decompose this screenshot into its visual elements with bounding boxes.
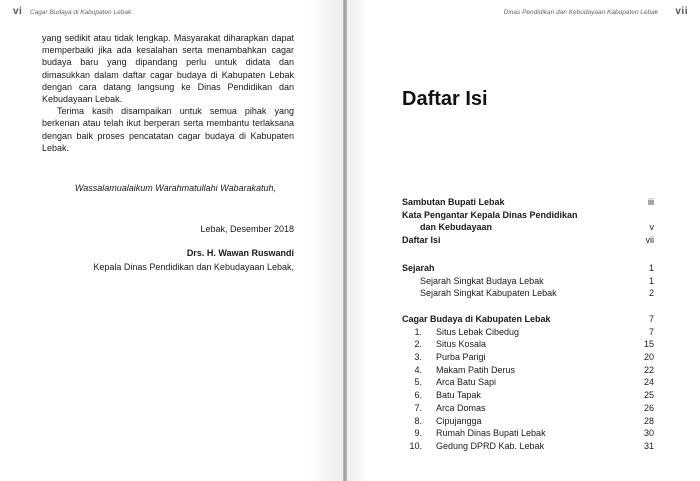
toc-entry-number: 9. <box>414 428 422 439</box>
toc-entry-item-10[interactable] <box>402 440 654 453</box>
toc-entry-page: 7 <box>648 314 654 324</box>
toc-entry-number: 5. <box>414 377 422 388</box>
toc-entry-label: Makam Patih Derus <box>436 364 516 375</box>
toc-section-sejarah <box>402 262 654 300</box>
toc-entry-label: Batu Tapak <box>436 390 481 401</box>
toc-entry-item-8[interactable] <box>402 415 654 428</box>
toc-entry-label: Arca Domas <box>436 402 486 413</box>
foreword-body <box>42 32 294 154</box>
toc-entry-item-4[interactable] <box>402 364 654 377</box>
toc-front-matter <box>402 196 654 247</box>
left-running-title: Cagar Budaya di Kabupaten Lebak <box>30 9 132 16</box>
toc-entry-item-6[interactable] <box>402 389 654 402</box>
place-date: Lebak, Desember 2018 <box>200 224 294 234</box>
toc-entry-page: 2 <box>648 288 654 299</box>
toc-entry-label-cont: dan Kebudayaan <box>420 222 493 233</box>
signer-name: Drs. H. Wawan Ruswandi <box>186 248 294 258</box>
toc-entry-page: 28 <box>643 415 654 426</box>
toc-entry-number: 10. <box>409 440 422 451</box>
toc-title: Daftar Isi <box>402 88 488 110</box>
right-running-title: Dinas Pendidikan dan Kebudayaan Kabupaten Lebak <box>503 9 658 16</box>
toc-entry-page: 15 <box>643 339 654 350</box>
toc-entry-item-7[interactable] <box>402 402 654 415</box>
toc-entry-label: Arca Batu Sapi <box>436 377 497 388</box>
right-page-number: vii <box>675 6 688 17</box>
toc-entry-item-5[interactable] <box>402 376 654 389</box>
toc-entry-number: 3. <box>414 352 422 363</box>
toc-entry-sambutan[interactable] <box>402 196 654 209</box>
toc-entry-label: Situs Lebak Cibedug <box>436 326 520 337</box>
toc-entry-sejarah[interactable] <box>402 262 654 275</box>
toc-entry-page: v <box>649 222 654 233</box>
toc-entry-page: 24 <box>643 377 654 388</box>
toc-entry-item-9[interactable] <box>402 427 654 440</box>
toc-entry-label: Sejarah Singkat Budaya Lebak <box>420 275 544 286</box>
toc-entry-label: Sejarah Singkat Kabupaten Lebak <box>420 288 557 299</box>
toc-entry-label: Gedung DPRD Kab. Lebak <box>436 440 545 451</box>
toc-entry-page: iii <box>648 197 654 207</box>
left-page-number: vi <box>13 6 23 17</box>
toc-entry-page: 22 <box>643 364 654 375</box>
signer-title: Kepala Dinas Pendidikan dan Kebudayaan Lebak, <box>93 262 294 272</box>
toc-entry-item-2[interactable] <box>402 338 654 351</box>
toc-entry-kata-pengantar[interactable] <box>402 209 654 222</box>
toc-entry-page: 1 <box>648 263 654 273</box>
toc-entry-label: Situs Kosala <box>436 339 487 350</box>
toc-entry-page: 20 <box>643 352 654 363</box>
toc-entry-page: 1 <box>648 275 654 286</box>
toc-entry-label: Rumah Dinas Bupati Lebak <box>436 428 546 439</box>
toc-entry-label: Cagar Budaya di Kabupaten Lebak <box>402 314 551 324</box>
toc-entry-cagar-budaya[interactable] <box>402 313 654 326</box>
toc-entry-number: 1. <box>414 326 422 337</box>
toc-entry-page: 31 <box>643 440 654 451</box>
toc-entry-label: Purba Parigi <box>436 352 486 363</box>
toc-entry-number: 2. <box>414 339 422 350</box>
toc-entry-item-1[interactable] <box>402 326 654 339</box>
toc-entry-label: Daftar Isi <box>402 235 441 246</box>
toc-entry-daftar-isi[interactable] <box>402 234 654 247</box>
closing-salam: Wassalamualaikum Warahmatullahi Wabarakatuh, <box>74 183 276 193</box>
toc-entry-sejarah-budaya[interactable] <box>402 275 654 288</box>
toc-entry-page: 7 <box>648 326 654 337</box>
toc-entry-number: 4. <box>414 364 422 375</box>
toc-entry-label: Cipujangga <box>436 415 482 426</box>
toc-entry-kata-pengantar-cont[interactable] <box>402 221 654 234</box>
toc-entry-number: 7. <box>414 402 422 413</box>
toc-section-cagar-budaya <box>402 313 654 453</box>
toc-entry-label: Sejarah <box>402 263 435 273</box>
toc-entry-page: 30 <box>643 428 654 439</box>
toc-entry-page: vii <box>645 235 654 246</box>
toc-entry-sejarah-kabupaten[interactable] <box>402 287 654 300</box>
toc-entry-label: Kata Pengantar Kepala Dinas Pendidikan <box>402 209 578 220</box>
toc-entry-page: 25 <box>643 390 654 401</box>
foreword-paragraph-1: yang sedikit atau tidak lengkap. Masyarakat diharapkan dapat memperbaiki jika ada kesalahan serta menambahkan cagar budaya baru yang dipandang perlu untuk didata dan dimasukkan dalam daftar cagar budaya di Kabupaten Lebak dengan cara datang langsung ke Dinas Pendidikan dan Kebudayaan Lebak. <box>42 33 294 105</box>
toc-entry-number: 8. <box>414 415 422 426</box>
left-page <box>0 0 343 481</box>
foreword-paragraph-2: Terima kasih disampaikan untuk semua pihak yang berkenan atau telah ikut berperan serta membantu terlaksana dengan baik proses pencatatan cagar budaya di Kabupaten Lebak. <box>42 106 294 153</box>
toc-entry-number: 6. <box>414 390 422 401</box>
toc-entry-label: Sambutan Bupati Lebak <box>402 197 505 207</box>
toc-entry-item-3[interactable] <box>402 351 654 364</box>
toc-entry-page: 26 <box>643 402 654 413</box>
